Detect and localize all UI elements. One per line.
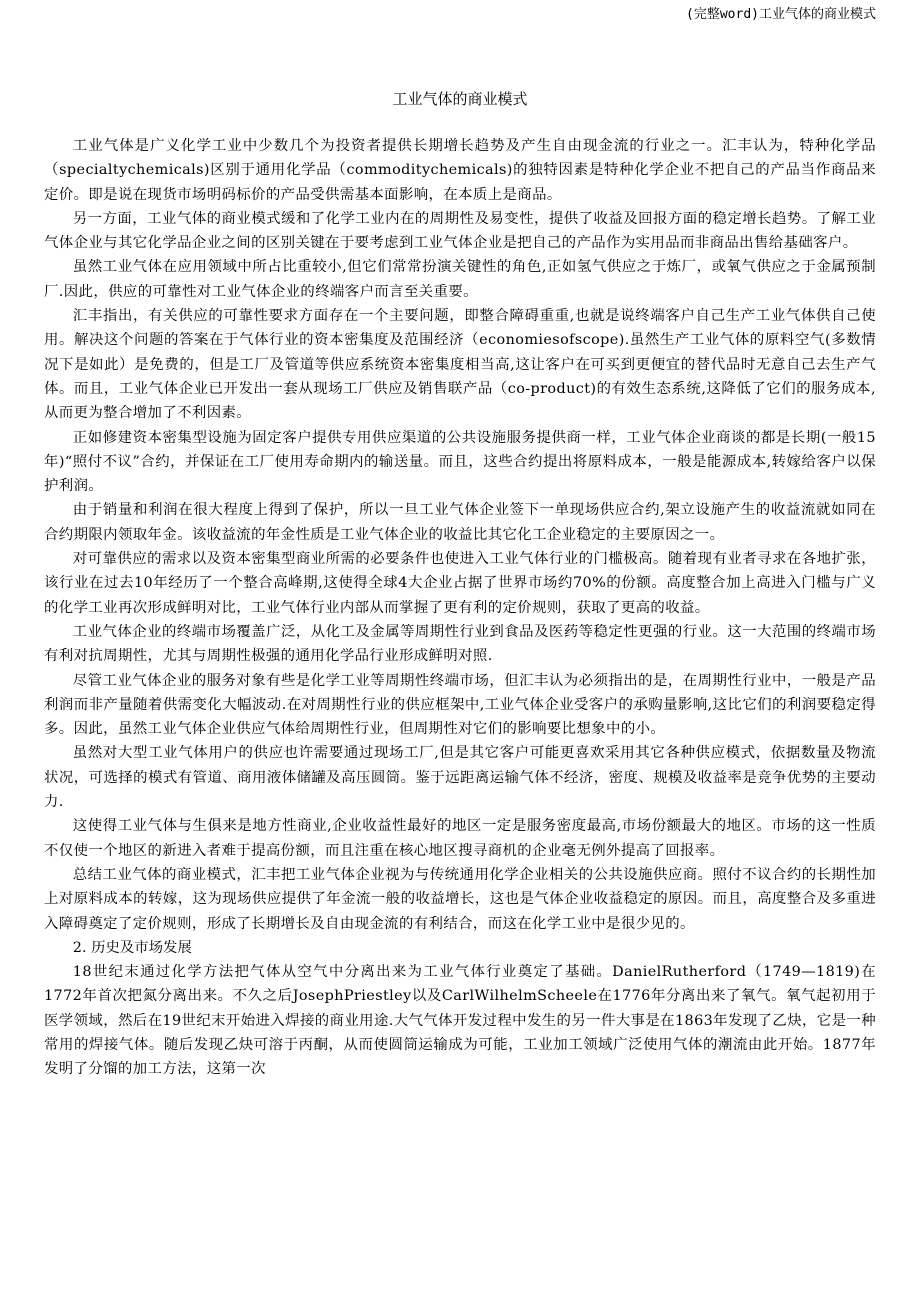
document-body (44, 134, 876, 1082)
paragraph: 对可靠供应的需求以及资本密集型商业所需的必要条件也使进入工业气体行业的门槛极高。随着现有业者寻求在各地扩张，该行业在过去10年经历了一个整合高峰期,这使得全球4大企业占据了世界市场约70%的份额。高度整合加上高进入门槛与广义的化学工业再次形成鲜明对比，工业气体行业内部从而掌握了更有利的定价规则，获取了更高的收益。 (44, 551, 876, 616)
paragraph: 这使得工业气体与生俱来是地方性商业,企业收益性最好的地区一定是服务密度最高,市场份额最大的地区。市场的这一性质不仅使一个地区的新进入者难于提高份额，而且注重在核心地区搜寻商机的企业毫无例外提高了回报率。 (44, 818, 876, 859)
running-header: (完整word)工业气体的商业模式 (686, 7, 876, 22)
paragraph: 虽然工业气体在应用领域中所占比重较小,但它们常常扮演关键性的角色,正如氢气供应之于炼厂，或氧气供应之于金属预制厂.因此，供应的可靠性对工业气体企业的终端客户而言至关重要。 (44, 259, 876, 300)
paragraph: 汇丰指出，有关供应的可靠性要求方面存在一个主要问题，即整合障碍重重,也就是说终端客户自己生产工业气体供自己使用。解决这个问题的答案在于气体行业的资本密集度及范围经济（economiesofscope).虽然生产工业气体的原料空气(多数情况下是如此）是免费的，但是工厂及管道等供应系统资本密集度相当高,这让客户在可买到更便宜的替代品时无意自己去生产气体。而且，工业气体企业已开发出一套从现场工厂供应及销售联产品（co-product)的有效生态系统,这降低了它们的服务成本,从而更为整合增加了不利因素。 (44, 308, 876, 422)
paragraph: 虽然对大型工业气体用户的供应也许需要通过现场工厂,但是其它客户可能更喜欢采用其它各种供应模式，依据数量及物流状况，可选择的模式有管道、商用液体储罐及高压圆筒。鉴于远距离运输气体不经济，密度、规模及收益率是竞争优势的主要动力. (44, 745, 876, 811)
paragraph: 由于销量和利润在很大程度上得到了保护，所以一旦工业气体企业签下一单现场供应合约,架立设施产生的收益流就如同在合约期限内领取年金。该收益流的年金性质是工业气体企业的收益比其它化工企业稳定的主要原因之一。 (44, 502, 876, 543)
paragraph: 工业气体企业的终端市场覆盖广泛，从化工及金属等周期性行业到食品及医药等稳定性更强的行业。这一大范围的终端市场有利对抗周期性，尤其与周期性极强的通用化学品行业形成鲜明对照. (44, 623, 876, 665)
paragraph: 18世纪末通过化学方法把气体从空气中分离出来为工业气体行业奠定了基础。DanielRutherford（1749—1819)在1772年首次把氮分离出来。不久之后JosephPriestley以及CarlWilhelmScheele在1776年分离出来了氧气。氧气起初用于医学领域，然后在19世纪末开始进入焊接的商业用途.大气气体开发过程中发生的另一件大事是在1863年发现了乙炔，它是一种常用的焊接气体。随后发现乙炔可溶于丙酮，从而使圆筒运输成为可能，工业加工领域广泛使用气体的潮流由此开始。1877年发明了分馏的加工方法，这第一次 (44, 964, 876, 1078)
paragraph: 另一方面，工业气体的商业模式缓和了化学工业内在的周期性及易变性，提供了收益及回报方面的稳定增长趋势。了解工业气体企业与其它化学品企业之间的区别关键在于要考虑到工业气体企业是把自己的产品作为实用品而非商品出售给基础客户。 (44, 210, 876, 252)
paragraph: 工业气体是广义化学工业中少数几个为投资者提供长期增长趋势及产生自由现金流的行业之一。汇丰认为，特种化学品（specialtychemicals)区别于通用化学品（commoditychemicals)的独特因素是特种化学企业不把自己的产品当作商品来定价。即是说在现货市场明码标价的产品受供需基本面影响，在本质上是商品。 (44, 138, 876, 203)
paragraph: 正如修建资本密集型设施为固定客户提供专用供应渠道的公共设施服务提供商一样，工业气体企业商谈的都是长期(一般15年)“照付不议”合约，并保证在工厂使用寿命期内的输送量。而且，这些合约提出将原料成本，一般是能源成本,转嫁给客户以保护利润。 (44, 429, 876, 495)
paragraph: 总结工业气体的商业模式，汇丰把工业气体企业视为与传统通用化学企业相关的公共设施供应商。照付不议合约的长期性加上对原料成本的转嫁，这为现场供应提供了年金流一般的收益增长，这也是气体企业收益稳定的原因。而且，高度整合及多重进入障碍奠定了定价规则，形成了长期增长及自由现金流的有利结合，而这在化学工业中是很少见的。 (44, 866, 876, 932)
section-heading: 2. 历史及市场发展 (72, 939, 192, 956)
document-title: 工业气体的商业模式 (392, 90, 528, 108)
paragraph: 尽管工业气体企业的服务对象有些是化学工业等周期性终端市场，但汇丰认为必须指出的是，在周期性行业中，一般是产品利润而非产量随着供需变化大幅波动.在对周期性行业的供应框架中,工业气体企业受客户的承购量影响,这比它们的利润要稳定得多。因此，虽然工业气体企业供应气体给周期性行业，但周期性对它们的影响要比想象中的小。 (44, 672, 876, 738)
